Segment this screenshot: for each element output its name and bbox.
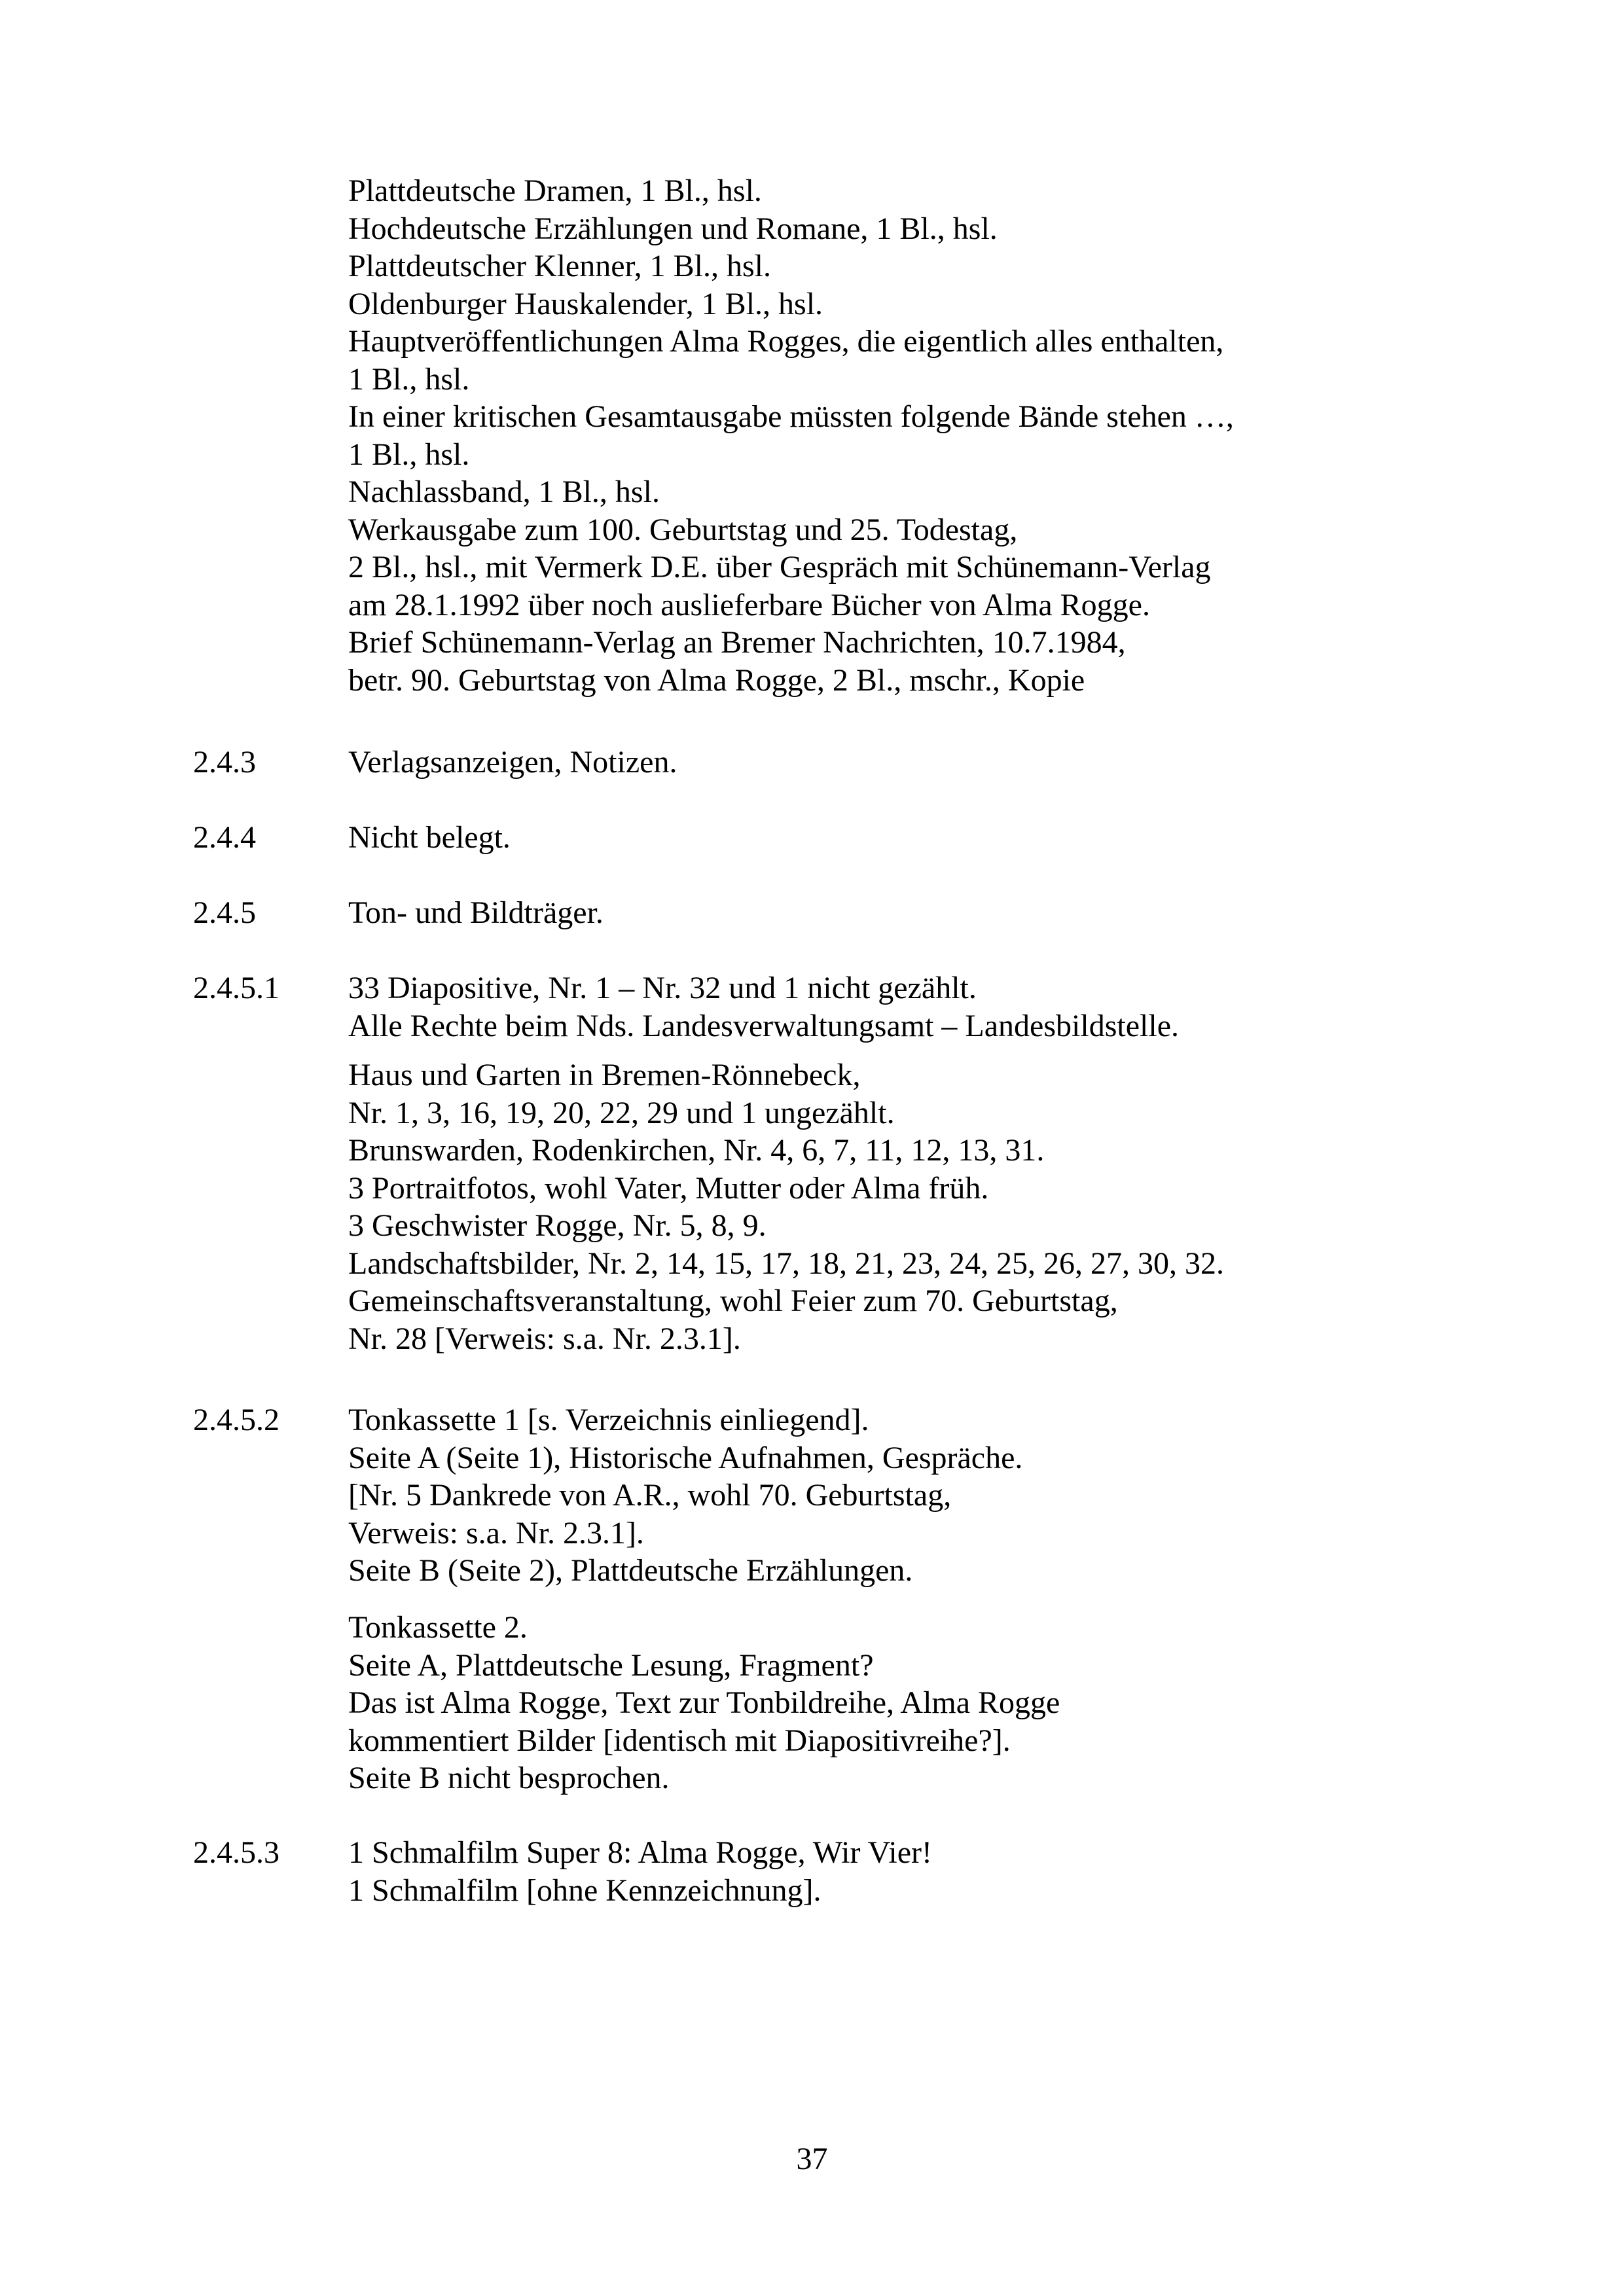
section-number-2-4-5: 2.4.5 (193, 895, 256, 930)
intro-list (348, 172, 1330, 699)
text-line: Oldenburger Hauskalender, 1 Bl., hsl. (348, 286, 823, 321)
section-text-2-4-3 (348, 744, 1330, 781)
text-line: 1 Bl., hsl. (348, 361, 470, 397)
section-text-2-4-5 (348, 894, 1330, 932)
section-number-2-4-3: 2.4.3 (193, 745, 256, 780)
text-line: 3 Geschwister Rogge, Nr. 5, 8, 9. (348, 1208, 767, 1243)
text-line: Seite B (Seite 2), Plattdeutsche Erzählungen. (348, 1553, 913, 1588)
text-line: Plattdeutscher Klenner, 1 Bl., hsl. (348, 249, 771, 283)
text-line: Haus und Garten in Bremen-Rönnebeck, (348, 1058, 861, 1092)
text-line: 3 Portraitfotos, wohl Vater, Mutter oder Alma früh. (348, 1170, 989, 1206)
section-2-4-5-2-paragraph-2 (348, 1609, 1330, 1797)
section-2-4-5-1-paragraph-1 (348, 969, 1330, 1045)
section-number-2-4-5-1: 2.4.5.1 (193, 971, 280, 1005)
text-line: Landschaftsbilder, Nr. 2, 14, 15, 17, 18, 21, 23, 24, 25, 26, 27, 30, 32. (348, 1246, 1224, 1281)
text-line: Verlagsanzeigen, Notizen. (348, 745, 677, 780)
text-line: Tonkassette 1 [s. Verzeichnis einliegend]. (348, 1403, 869, 1437)
text-line: Werkausgabe zum 100. Geburtstag und 25. Todestag, (348, 512, 1018, 547)
text-line: Plattdeutsche Dramen, 1 Bl., hsl. (348, 173, 762, 208)
section-text-2-4-4 (348, 819, 1330, 857)
section-number-2-4-5-3: 2.4.5.3 (193, 1835, 280, 1870)
text-line: 2 Bl., hsl., mit Vermerk D.E. über Gespräch mit Schünemann-Verlag (348, 550, 1211, 584)
text-line: Nicht belegt. (348, 820, 511, 855)
text-line: Seite B nicht besprochen. (348, 1761, 670, 1795)
text-line: Nachlassband, 1 Bl., hsl. (348, 475, 660, 509)
text-line: Alle Rechte beim Nds. Landesverwaltungsamt – Landesbildstelle. (348, 1008, 1179, 1043)
text-line: Seite A (Seite 1), Historische Aufnahmen, Gespräche. (348, 1440, 1023, 1475)
text-line: Nr. 28 [Verweis: s.a. Nr. 2.3.1]. (348, 1321, 741, 1356)
text-line: Brief Schünemann-Verlag an Bremer Nachrichten, 10.7.1984, (348, 625, 1126, 660)
text-line: Nr. 1, 3, 16, 19, 20, 22, 29 und 1 ungezählt. (348, 1095, 895, 1130)
section-2-4-5-3-paragraph-1 (348, 1834, 1330, 1909)
page-number: 37 (796, 2142, 828, 2176)
text-line: 1 Schmalfilm Super 8: Alma Rogge, Wir Vier! (348, 1835, 932, 1870)
section-2-4-5-1-paragraph-2 (348, 1056, 1330, 1357)
text-line: Hochdeutsche Erzählungen und Romane, 1 Bl., hsl. (348, 211, 998, 246)
text-line: 33 Diapositive, Nr. 1 – Nr. 32 und 1 nicht gezählt. (348, 971, 977, 1005)
text-line: 1 Bl., hsl. (348, 437, 470, 472)
text-line: 1 Schmalfilm [ohne Kennzeichnung]. (348, 1873, 821, 1908)
text-line: [Nr. 5 Dankrede von A.R., wohl 70. Geburtstag, (348, 1478, 952, 1513)
text-line: Gemeinschaftsveranstaltung, wohl Feier zum 70. Geburtstag, (348, 1283, 1118, 1318)
section-number-2-4-5-2: 2.4.5.2 (193, 1403, 280, 1437)
section-number-2-4-4: 2.4.4 (193, 820, 256, 855)
text-line: In einer kritischen Gesamtausgabe müssten folgende Bände stehen …, (348, 399, 1234, 434)
text-line: kommentiert Bilder [identisch mit Diapositivreihe?]. (348, 1723, 1011, 1758)
text-line: Hauptveröffentlichungen Alma Rogges, die eigentlich alles enthalten, (348, 324, 1224, 359)
text-line: Tonkassette 2. (348, 1610, 528, 1645)
text-line: betr. 90. Geburtstag von Alma Rogge, 2 Bl., mschr., Kopie (348, 662, 1085, 698)
text-line: Verweis: s.a. Nr. 2.3.1]. (348, 1515, 644, 1551)
text-line: Seite A, Plattdeutsche Lesung, Fragment? (348, 1647, 874, 1683)
text-line: Ton- und Bildträger. (348, 895, 604, 930)
section-2-4-5-2-paragraph-1 (348, 1401, 1330, 1590)
text-line: Das ist Alma Rogge, Text zur Tonbildreihe, Alma Rogge (348, 1685, 1060, 1720)
text-line: am 28.1.1992 über noch auslieferbare Bücher von Alma Rogge. (348, 587, 1150, 622)
text-line: Brunswarden, Rodenkirchen, Nr. 4, 6, 7, 11, 12, 13, 31. (348, 1133, 1045, 1168)
